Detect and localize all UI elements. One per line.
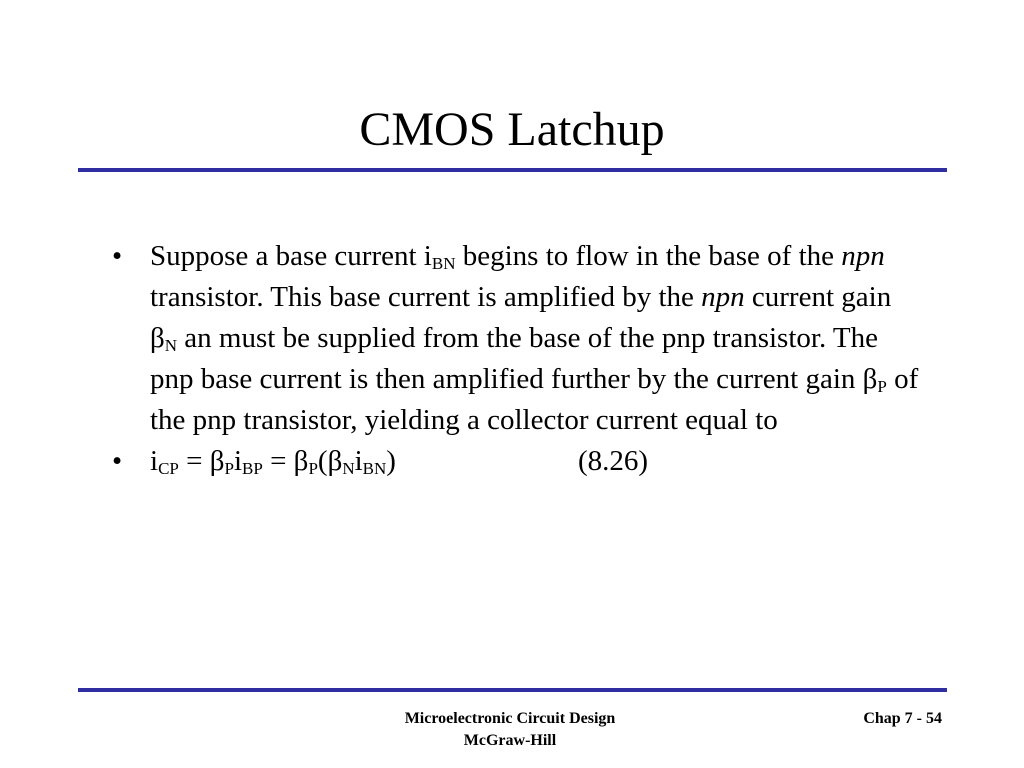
bullet-marker: • [112, 445, 123, 477]
subscript: N [342, 459, 355, 478]
italic-term: npn [841, 240, 885, 272]
title-divider [78, 168, 947, 172]
equation-run: = β [262, 445, 309, 477]
subscript: CP [158, 459, 179, 478]
subscript: N [164, 336, 178, 355]
equation-run: (β [317, 445, 343, 477]
text-run: transistor. This base current is amplified by the [150, 281, 702, 313]
text-run: begins to flow in the base of the [455, 240, 842, 272]
equation-number: (8.26) [577, 445, 649, 477]
bullet-list [110, 236, 920, 482]
text-run: Suppose a base current i [150, 240, 432, 272]
text-run: an must be supplied from the base of the pnp transistor. The pnp base current is then amplified further by the current gain β [150, 322, 879, 395]
subscript: P [308, 459, 318, 478]
footer-publisher: McGraw-Hill [463, 732, 557, 749]
slide-title: CMOS Latchup [359, 103, 665, 156]
bullet-item-equation [110, 441, 920, 482]
subscript: P [224, 459, 234, 478]
equation-run: i [354, 445, 363, 477]
text-run: of the pnp transistor, yielding a collector current equal to [150, 363, 919, 436]
equation-run: = β [178, 445, 225, 477]
subscript: BN [362, 459, 387, 478]
footer-book-title: Microelectronic Circuit Design [404, 710, 616, 727]
subscript: P [877, 377, 887, 396]
text-run: current gain β [150, 281, 892, 354]
equation [150, 445, 396, 477]
footer-divider [78, 688, 947, 692]
equation-run: ) [386, 445, 396, 477]
footer-page-label: Chap 7 - 54 [863, 710, 942, 727]
equation-run: i [150, 445, 159, 477]
subscript: BP [242, 459, 263, 478]
equation-run: i [233, 445, 243, 477]
footer-source [360, 708, 660, 752]
bullet-item-base-current [110, 236, 920, 441]
italic-term: npn [701, 281, 745, 313]
bullet-marker: • [112, 240, 123, 272]
subscript: BN [431, 254, 456, 273]
